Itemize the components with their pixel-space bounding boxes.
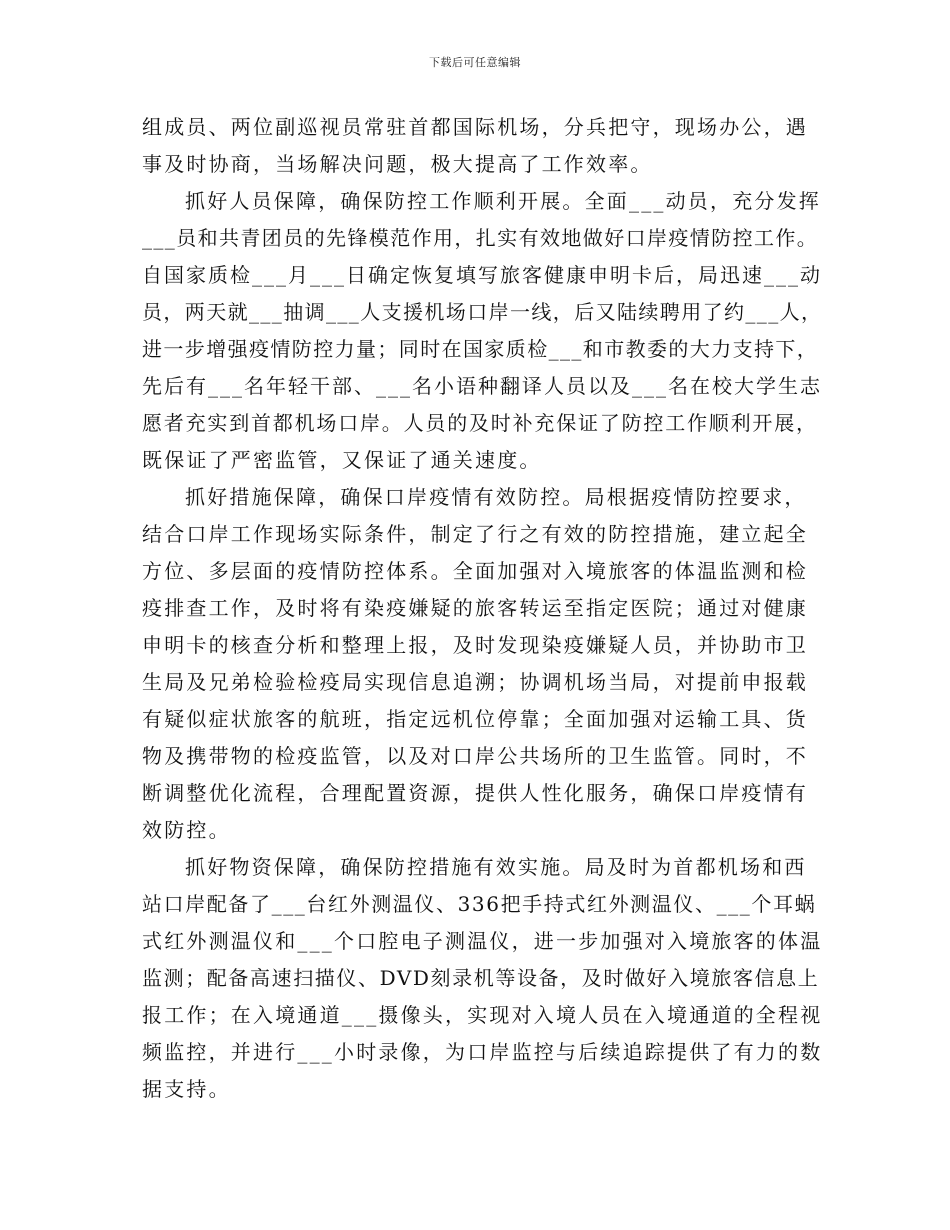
text-line: 有疑似症状旅客的航班，指定远机位停靠；全面加强对运输工具、货 [142,707,808,731]
text-line: 效防控。 [142,818,231,842]
text-line: 频监控，并进行___小时录像，为口岸监控与后续追踪提供了有力的数 [142,1040,823,1064]
text-line: 组成员、两位副巡视员常驻首都国际机场，分兵把守，现场办公，遇 [142,115,808,139]
text-line: 站口岸配备了___台红外测温仪、336把手持式红外测温仪、___个耳蜗 [142,892,817,916]
text-line: 结合口岸工作现场实际条件，制定了行之有效的防控措施，建立起全 [142,522,808,546]
text-line: 生局及兄弟检验检疫局实现信息追溯；协调机场当局，对提前申报载 [142,670,808,694]
text-line: 疫排查工作，及时将有染疫嫌疑的旅客转运至指定医院；通过对健康 [142,596,808,620]
text-line: 报工作；在入境通道___摄像头，实现对入境人员在入境通道的全程视 [142,1003,823,1027]
text-line: 抓好措施保障，确保口岸疫情有效防控。局根据疫情防控要求， [185,485,807,509]
page-header: 下载后可任意编辑 [429,56,521,69]
text-line: 据支持。 [142,1077,231,1101]
text-line: 进一步增强疫情防控力量；同时在国家质检___和市教委的大力支持下， [142,337,819,361]
text-line: 抓好人员保障，确保防控工作顺利开展。全面___动员，充分发挥 [185,189,821,213]
text-line: 自国家质检___月___日确定恢复填写旅客健康申明卡后，局迅速___动 [142,263,822,287]
text-line: 先后有___名年轻干部、___名小语种翻译人员以及___名在校大学生志 [142,374,822,398]
text-line: ___员和共青团员的先锋模范作用，扎实有效地做好口岸疫情防控工作。 [142,226,819,250]
text-line: 式红外测温仪和___个口腔电子测温仪，进一步加强对入境旅客的体温 [142,929,823,953]
text-line: 断调整优化流程，合理配置资源，提供人性化服务，确保口岸疫情有 [142,781,808,805]
text-line: 物及携带物的检疫监管，以及对口岸公共场所的卫生监管。同时，不 [142,744,808,768]
text-line: 愿者充实到首都机场口岸。人员的及时补充保证了防控工作顺利开展， [142,411,818,435]
text-line: 方位、多层面的疫情防控体系。全面加强对入境旅客的体温监测和检 [142,559,808,583]
text-line: 既保证了严密监管，又保证了通关速度。 [142,448,542,472]
text-line: 抓好物资保障，确保防控措施有效实施。局及时为首都机场和西 [185,855,807,879]
text-line: 事及时协商，当场解决问题，极大提高了工作效率。 [142,152,653,176]
text-line: 监测；配备高速扫描仪、DVD刻录机等设备，及时做好入境旅客信息上 [142,966,820,990]
body-text [142,109,822,1108]
text-line: 员，两天就___抽调___人支援机场口岸一线，后又陆续聘用了约___人， [142,300,823,324]
text-line: 申明卡的核查分析和整理上报，及时发现染疫嫌疑人员，并协助市卫 [142,633,808,657]
